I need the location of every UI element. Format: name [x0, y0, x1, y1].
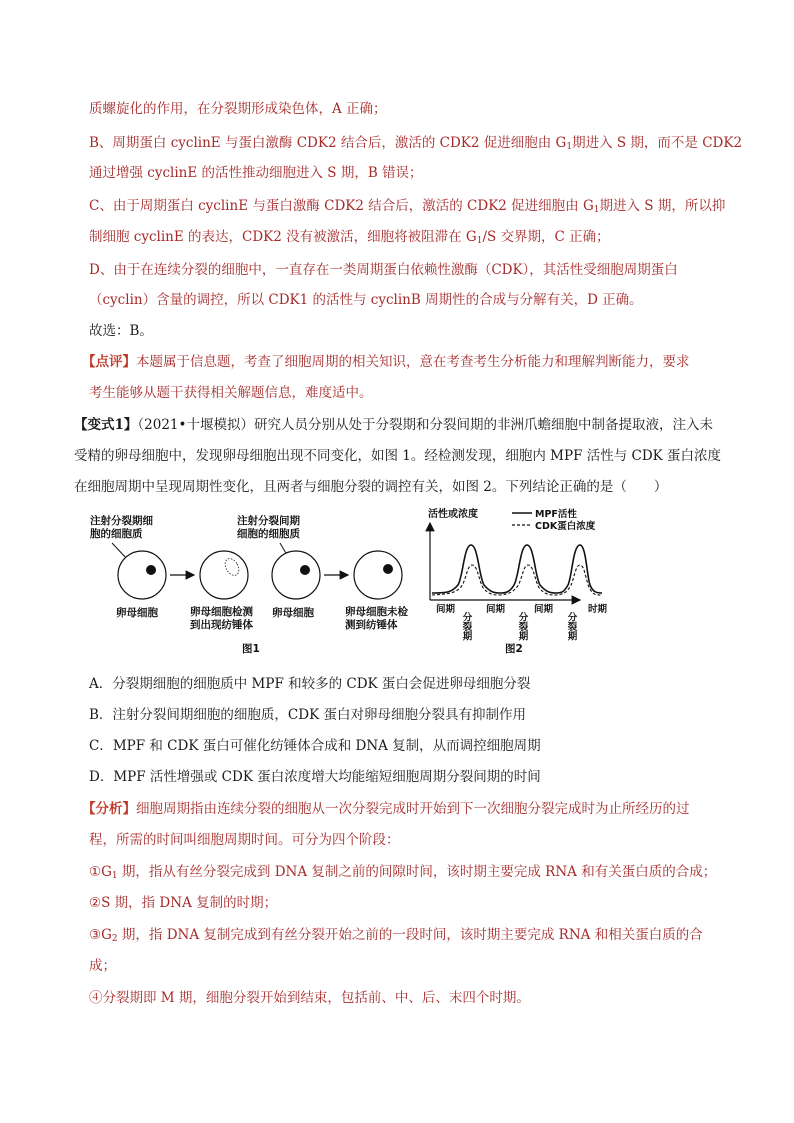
analysis-s: ②S 期，指 DNA 复制的时期； [89, 895, 278, 911]
analysis-g2: $③G_2$ 期，指 DNA 复制完成到有丝分裂开始之前的一段时间，该时期主要完成 RNA 和相关蛋白质的合 [89, 927, 703, 944]
option-a: A．分裂期细胞的细胞质中 MPF 和较多的 CDK 蛋白会促进卵母细胞分裂 [89, 676, 531, 692]
variant-line1: 【变式1】（2021•十堰模拟）研究人员分别从处于分裂期和分裂间期的非洲爪蟾细胞中制备提取液，注入未 [74, 417, 713, 433]
variant-tag: 【变式1】 [74, 417, 138, 433]
fig1-result2-l1: 卵母细胞未检 [345, 606, 408, 618]
fig1-oocyte-spindle [200, 551, 248, 599]
analysis-line1: 【分析】细胞周期指由连续分裂的细胞从一次分裂完成时开始到下一次细胞分裂完成时为止所经历的过 [82, 801, 690, 817]
answer-b-line2: 通过增强 cyclinE 的活性推动细胞进入 S 期，B 错误； [89, 165, 423, 181]
answer-d-line1: D、由于在连续分裂的细胞中，一直存在一类周期蛋白依赖性激酶（CDK），其活性受细胞周期蛋白 [89, 262, 678, 278]
fig2-xlabel-5: 间期 [534, 604, 554, 615]
analysis-g1: $①G_1$ 期，指从有丝分裂完成到 DNA 复制之前的间隙时间，该时期主要完成 RNA 和有关蛋白质的合成； [89, 864, 717, 881]
fig2-legend-cdk: CDK蛋白浓度 [535, 521, 596, 532]
analysis-tag: 【分析】 [82, 801, 136, 817]
fig2-xlabel-6: 分裂期 [565, 612, 577, 641]
analysis-line2: 程，所需的时间叫细胞周期时间。可分为四个阶段： [89, 832, 400, 848]
comment-line2: 考生能够从题干获得相关解题信息，难度适中。 [89, 385, 373, 401]
answer-c-line1: C、由于周期蛋白 cyclinE 与蛋白激酶 CDK2 结合后，激活的 CDK2 促进细胞由 $G_1$期进入 S 期，所以抑 [89, 198, 726, 215]
analysis-m: ④分裂期即 M 期，细胞分裂开始到结束，包括前、中、后、末四个时期。 [89, 990, 530, 1006]
comment-tag: 【点评】 [82, 354, 136, 370]
answer-choice: 故选：B。 [89, 323, 153, 339]
option-d: D．MPF 活性增强或 CDK 蛋白浓度增大均能缩短细胞周期分裂间期的时间 [89, 769, 541, 785]
fig1-inject-mitosis-l2: 胞的细胞质 [90, 528, 143, 540]
comment-line1: 【点评】本题属于信息题，考查了细胞周期的相关知识，意在考查考生分析能力和理解判断能力，要求 [82, 354, 690, 370]
figure-area [80, 505, 620, 660]
fig2-xlabel-2: 分裂期 [460, 612, 472, 641]
fig2-xlabel-3: 间期 [486, 604, 506, 615]
fig1-oocyte-2 [272, 551, 320, 599]
fig1-caption: 图1 [242, 643, 260, 655]
fig1-nucleus-3 [383, 564, 393, 574]
variant-line3: 在细胞周期中呈现周期性变化，且两者与细胞分裂的调控有关，如图 2。下列结论正确的是（ ） [74, 479, 668, 495]
answer-b-line1: B、周期蛋白 cyclinE 与蛋白激酶 CDK2 结合后，激活的 CDK2 促进细胞由 $G_1$期进入 S 期，而不是 CDK2 [89, 135, 743, 152]
fig2-xlabel-1: 间期 [436, 604, 456, 615]
fig2-x-axis-label: 时期 [588, 604, 608, 615]
fig1-oocyte-label-1: 卵母细胞 [116, 607, 158, 619]
fig1-inject-mitosis-l1: 注射分裂期细 [90, 515, 153, 527]
figure2 [428, 507, 608, 655]
fig2-caption: 图2 [505, 643, 523, 655]
option-c: C．MPF 和 CDK 蛋白可催化纺锤体合成和 DNA 复制，从而调控细胞周期 [89, 738, 541, 754]
analysis-g2-cont: 成； [89, 958, 116, 974]
fig1-inject-interphase-l2: 细胞的细胞质 [237, 528, 300, 540]
fig2-cdk-curve [432, 565, 602, 595]
fig1-oocyte-nospindle [354, 551, 402, 599]
fig1-nucleus-1 [146, 565, 156, 575]
variant-line2: 受精的卵母细胞中，发现卵母细胞出现不同变化，如图 1。经检测发现，细胞内 MPF 活性与 CDK 蛋白浓度 [74, 448, 722, 464]
option-b: B．注射分裂间期细胞的细胞质，CDK 蛋白对卵母细胞分裂具有抑制作用 [89, 707, 526, 723]
fig1-result1-l1: 卵母细胞检测 [190, 606, 253, 618]
fig2-ylabel: 活性或浓度 [428, 509, 478, 520]
figure1 [90, 514, 408, 655]
answer-d-line2: （cyclin）含量的调控，所以 CDK1 的活性与 cyclinB 周期性的合成与分解有关，D 正确。 [89, 292, 643, 308]
fig1-result1-l2: 到出现纺锤体 [190, 619, 253, 631]
fig1-oocyte-1 [118, 551, 166, 599]
answer-a-tail: 质螺旋化的作用，在分裂期形成染色体，A 正确； [89, 101, 387, 117]
fig1-result2-l2: 测到纺锤体 [345, 619, 398, 631]
fig1-nucleus-2 [300, 565, 310, 575]
fig1-oocyte-label-2: 卵母细胞 [272, 607, 314, 619]
answer-c-line2: 制细胞 cyclinE 的表达，CDK2 没有被激活，细胞将被阻滞在 $G_1/S$ 交界期，C 正确； [89, 229, 610, 246]
fig1-inject-interphase-l1: 注射分裂间期 [237, 515, 300, 527]
fig2-xlabel-4: 分裂期 [516, 612, 528, 641]
fig2-legend-mpf: MPF活性 [535, 509, 577, 520]
